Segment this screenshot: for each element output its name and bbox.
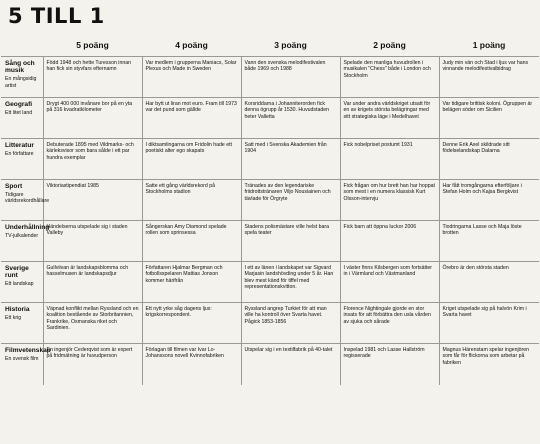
clue-cell: I diktsamlingarna om Fridolin hade ett poetiskt alter ego skapats xyxy=(142,139,241,180)
clue-cell: En ingenjör Cederqvist som är expert på fridmätning är huvudperson xyxy=(43,344,142,385)
clue-cell: Judy min vän och Stad i ljus var hans vinnande melodifestivalbidrag xyxy=(439,57,539,98)
category-name: Sport xyxy=(5,183,23,190)
header-1-point: 1 poäng xyxy=(472,40,506,50)
clue-cell: Inspelad 1981 och Lasse Hallström regisserade xyxy=(340,344,439,385)
clue-cell: Fick frågan om hur brett han har hoppat som mest i en numera klassisk Kurt Olsson-intervju xyxy=(340,180,439,221)
clue-cell: Viktoriastipendiat 1985 xyxy=(43,180,142,221)
table-row xyxy=(1,262,539,303)
clue-cell: Vann den svenska melodifestivalen både 1969 och 1988 xyxy=(241,57,340,98)
category-subtitle: Tidigare världsrekordhållare xyxy=(5,192,50,205)
category-name: Historia xyxy=(5,306,30,313)
clue-cell: Författaren Hjalmar Bergman och fotbollsspelaren Mattias Jonson kommer härifrån xyxy=(142,262,241,303)
clue-cell: Denne Erik Axel skildrade sitt födelselandskap Dalarna xyxy=(439,139,539,180)
category-name: Underhållning xyxy=(5,224,50,231)
header-2-points: 2 poäng xyxy=(373,40,406,50)
clue-cell: Händelserna utspelade sig i staden Valleby xyxy=(43,221,142,262)
clue-cell: Florence Nightingale gjorde en stor insats för att förbättra den usla vården av sjuka och sårade xyxy=(340,303,439,344)
category-subtitle: TV-julkalender xyxy=(5,233,39,240)
clue-cell: Drygt 400 000 invånare bor på en yta på 316 kvadratkilometer xyxy=(43,98,142,139)
category-name: Sång och musik xyxy=(5,60,35,75)
clue-cell: Ryssland angrep Turkiet för att man ville ha kontroll över Svarta havet. Pågick 1853-1856 xyxy=(241,303,340,344)
clue-cell: Kriget utspelade sig på halvön Krim i Svarta havet xyxy=(439,303,539,344)
category-cell xyxy=(1,344,51,385)
table-row xyxy=(1,57,539,98)
clue-cell: Satt med i Svenska Akademien från 1904 xyxy=(241,139,340,180)
clue-cell: Spelade den manliga huvudrollen i musikalen "Chess" både i London och Stockholm xyxy=(340,57,439,98)
clue-cell: Har bytt ut liran mot euro. Fram till 1973 var det pund som gällde xyxy=(142,98,241,139)
clue-cell: Magnus Härenstam spelar ingenjören som får för flickorna som arbetar på fabriken xyxy=(439,344,539,385)
clue-cell: Sångerskan Amy Diamond spelade rollen som sprinsessa xyxy=(142,221,241,262)
table-row xyxy=(1,98,539,139)
page-title: 5 TILL 1 xyxy=(8,4,105,28)
clue-cell: Satte ett gång världsrekord på Stockholms stadion xyxy=(142,180,241,221)
clue-cell: Var medlem i grupperna Maniacs, Solar Plexus och Made in Sweden xyxy=(142,57,241,98)
table-row xyxy=(1,221,539,262)
category-subtitle: En mångsidig artist xyxy=(5,76,37,89)
category-cell xyxy=(1,98,43,139)
category-cell xyxy=(1,303,43,344)
clue-cell: Korsriddarna i Johanniterorden fick denna ögrupp år 1530. Huvudstaden heter Valletta xyxy=(241,98,340,139)
category-subtitle: Ett litet land xyxy=(5,110,33,117)
header-5-points: 5 poäng xyxy=(76,40,109,50)
clue-cell: Har fått tromgångarna efterföljare i Stefan Holm och Kajsa Bergkvist xyxy=(439,180,539,221)
category-subtitle: En författare xyxy=(5,151,34,158)
category-cell xyxy=(1,139,43,180)
header-4-points: 4 poäng xyxy=(175,40,208,50)
clue-cell: I väster finns Kilsbergen som fortsätter in i Värmland och Västmanland xyxy=(340,262,439,303)
category-name: Geografi xyxy=(5,101,33,108)
quiz-table xyxy=(1,34,539,385)
category-subtitle: En svensk film xyxy=(5,356,39,363)
category-cell xyxy=(1,221,50,262)
clue-cell: Född 1948 och hette Turesson innan han fick sin styvfars efternamn xyxy=(43,57,142,98)
table-row xyxy=(1,139,539,180)
clue-cell: Örebro är den största staden xyxy=(439,262,539,303)
clue-cell: Var under andra världskriget utsatt för en av krigets största belägringar med sitt strategiska läge i Medelhavet xyxy=(340,98,439,139)
clue-cell: I ett av länen i landskapet var Sigvard Marjasin landshövding under 5 år. Han blev mest känd för tiffel med representationskvitton. xyxy=(241,262,340,303)
table-row xyxy=(1,180,539,221)
category-subtitle: Ett landskap xyxy=(5,281,34,288)
corner-cell xyxy=(1,34,43,57)
category-name: Litteratur xyxy=(5,142,34,149)
clue-cell: Gullviivan är landskapsblomma och hasselmusen är landskapsdjur xyxy=(43,262,142,303)
clue-cell: Ett nytt yrke såg dagens ljus: krigskorrespondent. xyxy=(142,303,241,344)
clue-cell: Stadens polismästare ville helst bara spela teater xyxy=(241,221,340,262)
category-name: Sverige runt xyxy=(5,265,29,280)
table-row xyxy=(1,303,539,344)
category-cell xyxy=(1,262,43,303)
header-3-points: 3 poäng xyxy=(274,40,307,50)
category-name: Filmvetenskap xyxy=(5,347,51,354)
category-subtitle: Ett krig xyxy=(5,315,22,322)
table-row xyxy=(1,344,539,385)
clue-cell: Förlagan till filmen var Ivar Lo-Johanssons novell Kvinnofabriken xyxy=(142,344,241,385)
category-cell xyxy=(1,57,43,98)
clue-cell: Väpnad konflikt mellan Ryssland och en koalition bestående av Storbritannien, Frankrike, Osmanska riket och Sardinien. xyxy=(43,303,142,344)
clue-cell: Tränades av den legendariske friidrottstränaren Viljo Nousiainen och tävlade för Örgryte xyxy=(241,180,340,221)
clue-cell: Fick barn att öppna luckor 2006 xyxy=(340,221,439,262)
clue-cell: Tiodringarna Lasse och Maja löste brotten xyxy=(439,221,539,262)
clue-cell: Fick nobelpriset postumt 1931 xyxy=(340,139,439,180)
clue-cell: Var tidigare brittisk koloni. Ögruppen är belägen söder om Sicilien xyxy=(439,98,539,139)
clue-cell: Utspelar sig i en textilfabrik på 40-talet xyxy=(241,344,340,385)
clue-cell: Debuterade 1895 med Vildmarks- och kärleksvisor som bara sålde i ett par hundra exemplar xyxy=(43,139,142,180)
category-cell xyxy=(1,180,50,221)
